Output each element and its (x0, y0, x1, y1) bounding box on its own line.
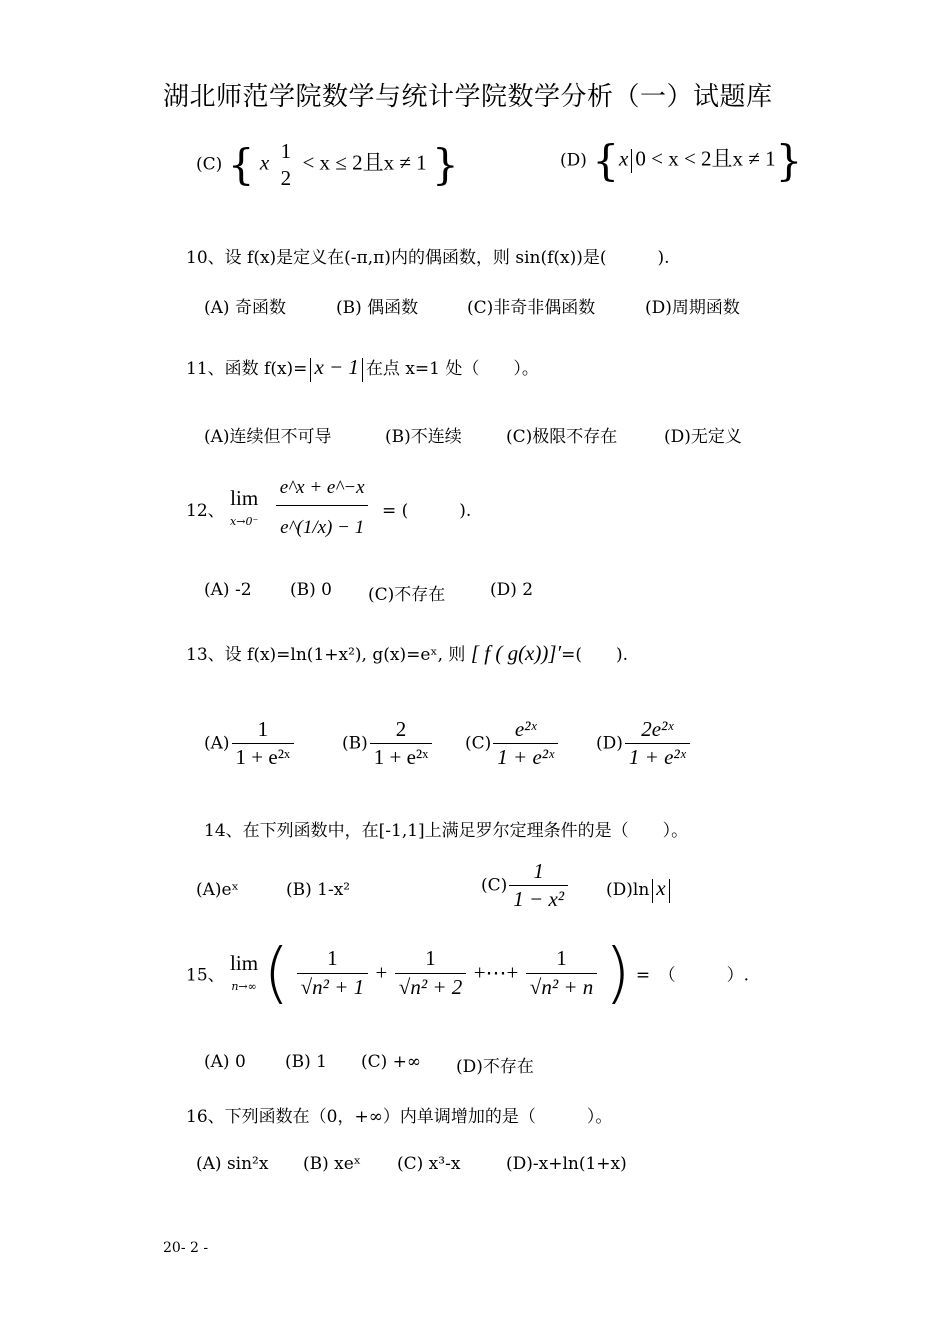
q12-option-d[interactable]: (D) 2 (490, 580, 534, 600)
q10-option-b[interactable]: (B) 偶函数 (336, 298, 419, 318)
q10-option-d[interactable]: (D)周期函数 (645, 298, 740, 318)
q10-stem: 10、设 f(x)是定义在(-π,π)内的偶函数，则 sin(f(x))是( ). (186, 248, 670, 268)
left-paren: ( (263, 934, 290, 1011)
q14-option-b[interactable]: (B) 1-x² (286, 880, 351, 900)
q16-option-c[interactable]: (C) x³-x (397, 1154, 461, 1174)
q9-option-c[interactable] (196, 140, 459, 190)
page-title: 湖北师范学院数学与统计学院数学分析（一）试题库 (163, 82, 773, 112)
right-brace: } (432, 140, 459, 190)
q12-fraction: $\frac{e\^{}x + e\^{}-x}{e\^{}(1/x) - 1}$ (276, 478, 369, 539)
q13-expression: [ f ( g(x))]′ (470, 641, 562, 665)
q13-option-a[interactable]: (A) $\frac{1}{\text{1 + e²ˣ}}$ (204, 718, 296, 769)
q15-term-3: $\frac{1}{\text{√n² + n}}$ (526, 947, 598, 998)
separator-bar (631, 149, 632, 173)
q13-option-d[interactable]: (D) $\frac{\text{2e²ˣ}}{\text{1 + e²ˣ}}$ (596, 718, 692, 769)
q13-option-b[interactable]: (B) $\frac{2}{\text{1 + e²ˣ}}$ (342, 718, 434, 769)
q13-option-c[interactable]: (C) $\frac{\text{e²ˣ}}{\text{1 + e²ˣ}}$ (465, 718, 560, 769)
q15-term-2: $\frac{1}{\text{√n² + 2}}$ (395, 947, 467, 998)
q9-option-d-var: x (619, 146, 629, 171)
q14-option-c[interactable]: (C) $\frac{1}{\text{1 − x²}}$ (481, 860, 570, 911)
q12-limit: lim x→0⁻ (230, 486, 259, 529)
q11-option-b[interactable]: (B)不连续 (385, 427, 462, 447)
q11-option-a[interactable]: (A)连续但不可导 (204, 427, 332, 447)
q9-option-c-var: x (259, 150, 270, 175)
q15-limit: lim n→∞ (230, 951, 259, 993)
q15-stem: 15、 lim n→∞ ( $\frac{1}{\text{√n² + 1}}$ + $\frac{1}{\text{√n² + 2}}$ +⋯+ $\frac{1}{\text{√n² + n}}$ ) = （ ）. (186, 934, 749, 1011)
left-brace: { (592, 136, 620, 185)
right-brace: } (775, 136, 803, 185)
q10-option-c[interactable]: (C)非奇非偶函数 (467, 298, 596, 318)
q16-stem: 16、下列函数在（0，+∞）内单调增加的是（ ）。 (186, 1107, 613, 1127)
q16-option-a[interactable]: (A) sin²x (196, 1154, 269, 1174)
left-brace: { (227, 140, 255, 190)
q13-stem: 13、设 f(x)=ln(1+x²), g(x)=eˣ, 则 [ f ( g(x))]′=( ). (186, 641, 629, 665)
q9-option-c-label: (C) (196, 154, 223, 175)
q11-option-c[interactable]: (C)极限不存在 (506, 427, 618, 447)
q15-option-a[interactable]: (A) 0 (204, 1052, 246, 1072)
q12-option-b[interactable]: (B) 0 (290, 580, 332, 600)
q10-option-a[interactable]: (A) 奇函数 (204, 298, 286, 318)
q9-option-d[interactable] (560, 136, 803, 185)
q12-option-c[interactable]: (C)不存在 (368, 585, 446, 605)
q11-stem: 11、函数 f(x)= x − 1 在点 x=1 处（ ）。 (186, 354, 539, 382)
q11-abs-expr: x − 1 (314, 355, 359, 379)
q15-option-c[interactable]: (C) +∞ (361, 1052, 422, 1072)
q15-term-1: $\frac{1}{\text{√n² + 1}}$ (297, 947, 369, 998)
page-number: 20- 2 - (163, 1240, 209, 1256)
q9-option-c-condition: < x ≤ 2且x ≠ 1 (302, 150, 427, 175)
q9-option-d-condition: 0 < x < 2且x ≠ 1 (635, 146, 776, 171)
q14-stem: 14、在下列函数中，在[-1,1]上满足罗尔定理条件的是（ ）。 (204, 821, 689, 841)
q12-stem: 12、 lim x→0⁻ $\frac{e\^{}x + e\^{}-x}{e\^{}(1/x) - 1}$ = ( ). (186, 477, 472, 538)
q9-option-c-fraction: 1 2 (280, 139, 292, 191)
q9-option-d-label: (D) (560, 150, 587, 171)
q15-option-d[interactable]: (D)不存在 (456, 1057, 534, 1077)
q14-option-d[interactable]: (D)ln x (606, 876, 673, 903)
q12-option-a[interactable]: (A) -2 (204, 580, 252, 600)
q11-option-d[interactable]: (D)无定义 (664, 427, 742, 447)
q16-option-d[interactable]: (D)-x+ln(1+x) (506, 1154, 627, 1174)
q16-option-b[interactable]: (B) xeˣ (303, 1154, 362, 1174)
q15-option-b[interactable]: (B) 1 (285, 1052, 327, 1072)
q14-option-a[interactable]: (A)eˣ (196, 880, 239, 900)
right-paren: ) (604, 934, 631, 1011)
